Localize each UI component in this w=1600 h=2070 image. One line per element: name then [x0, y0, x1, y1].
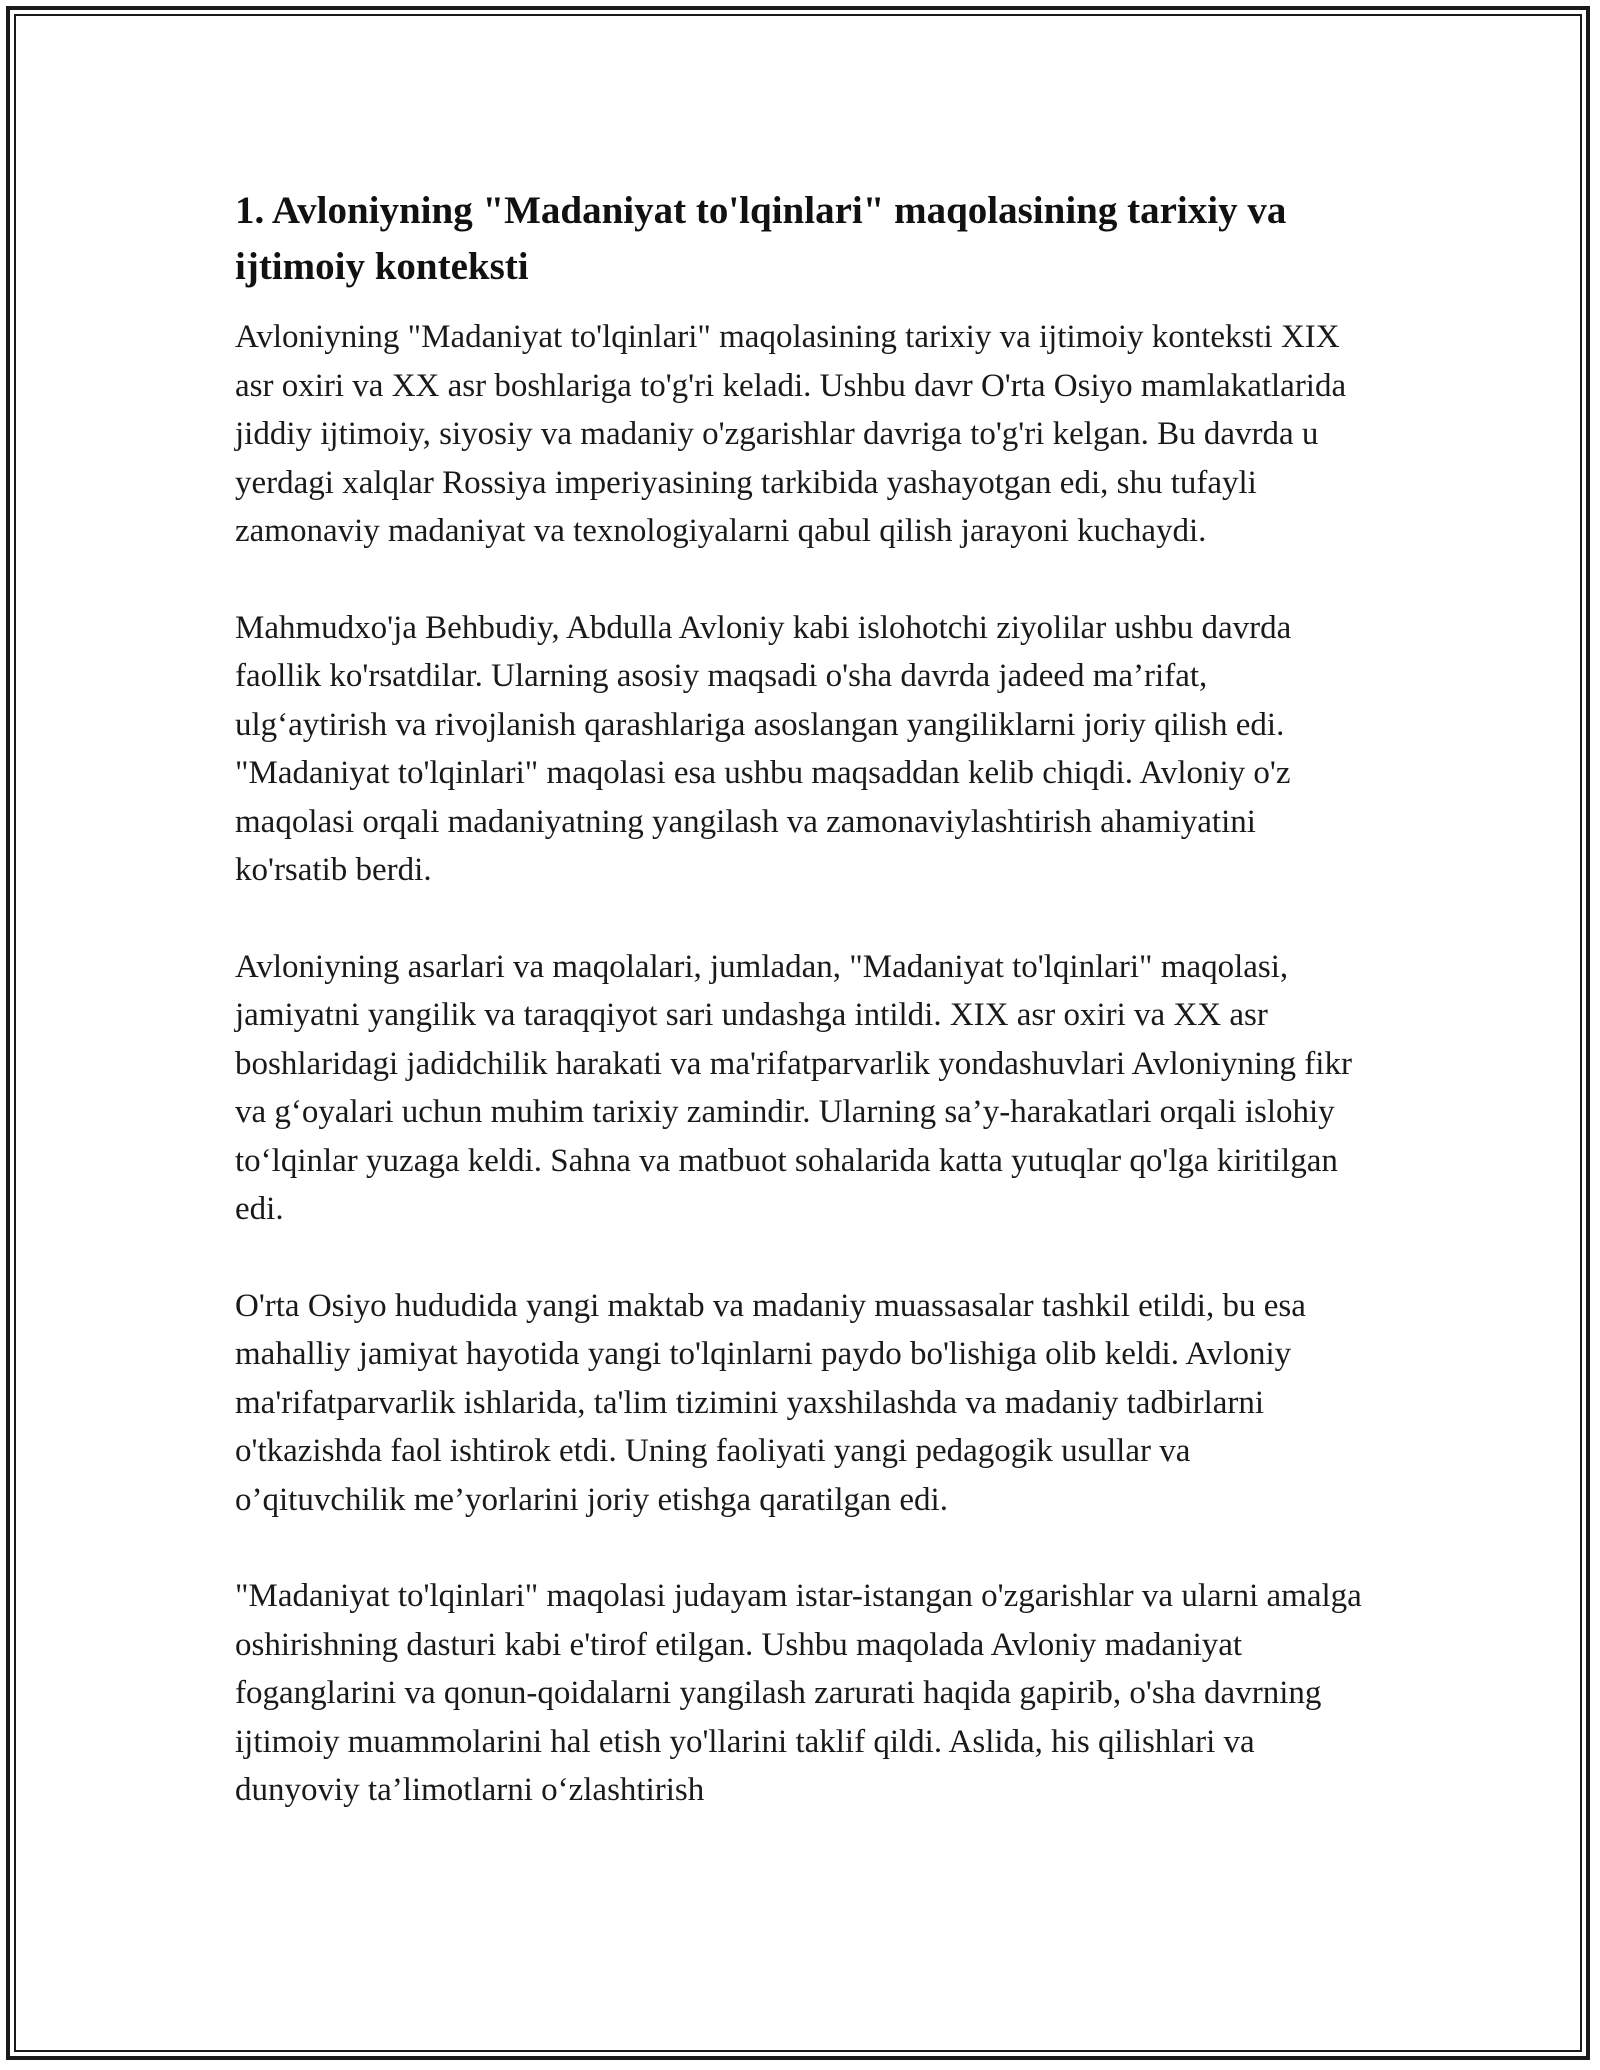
paragraph-4: O'rta Osiyo hududida yangi maktab va madaniy muassasalar tashkil etildi, bu esa mahalliy jamiyat hayotida yangi to'lqinlarni paydo bo'lishiga olib keldi. Avloniy ma'rifatparvarlik ishlarida, ta'lim tizimini yaxshilashda va madaniy tadbirlarni o'tkazishda faol ishtirok etdi. Uning faoliyati yangi pedagogik usullar va o’qituvchilik me’yorlarini joriy etishga qaratilgan edi. [235, 1287, 1306, 1518]
section-heading: 1. Avloniyning "Madaniyat to'lqinlari" maqolasining tarixiy va ijtimoiy konteksti [235, 189, 1287, 288]
paragraph-2: Mahmudxo'ja Behbudiy, Abdulla Avloniy kabi islohotchi ziyolilar ushbu davrda faollik ko'rsatdilar. Ularning asosiy maqsadi o'sha davrda jadeed ma’rifat, ulg‘aytirish va rivojlanish qarashlariga asoslangan yangiliklarni joriy qilish edi. "Madaniyat to'lqinlari" maqolasi esa ushbu maqsaddan kelib chiqdi. Avloniy o'z maqolasi orqali madaniyatning yangilash va zamonaviylashtirish ahamiyatini ko'rsatib berdi. [235, 609, 1292, 888]
paragraph-5: "Madaniyat to'lqinlari" maqolasi judayam istar-istangan o'zgarishlar va ularni amalga oshirishning dasturi kabi e'tirof etilgan. Ushbu maqolada Avloniy madaniyat foganglarini va qonun-qoidalarni yangilash zarurati haqida gapirib, o'sha davrning ijtimoiy muammolarini hal etish yo'llarini taklif qildi. Aslida, his qilishlari va dunyoviy ta’limotlarni o‘zlashtirish [235, 1578, 1362, 1808]
paragraph-3: Avloniyning asarlari va maqolalari, jumladan, "Madaniyat to'lqinlari" maqolasi, jamiyatni yangilik va taraqqiyot sari undashga intildi. XIX asr oxiri va XX asr boshlaridagi jadidchilik harakati va ma'rifatparvarlik yondashuvlari Avloniyning fikr va g‘oyalari uchun muhim tarixiy zamindir. Ularning sa’y-harakatlari orqali islohiy to‘lqinlar yuzaga keldi. Sahna va matbuot sohalarida katta yutuqlar qo'lga kiritilgan edi. [235, 948, 1352, 1227]
document-body [235, 183, 1365, 1863]
paragraph-1: Avloniyning "Madaniyat to'lqinlari" maqolasining tarixiy va ijtimoiy konteksti XIX asr oxiri va XX asr boshlariga to'g'ri keladi. Ushbu davr O'rta Osiyo mamlakatlarida jiddiy ijtimoiy, siyosiy va madaniy o'zgarishlar davriga to'g'ri kelgan. Bu davrda u yerdagi xalqlar Rossiya imperiyasining tarkibida yashayotgan edi, shu tufayli zamonaviy madaniyat va texnologiyalarni qabul qilish jarayoni kuchaydi. [235, 319, 1347, 549]
